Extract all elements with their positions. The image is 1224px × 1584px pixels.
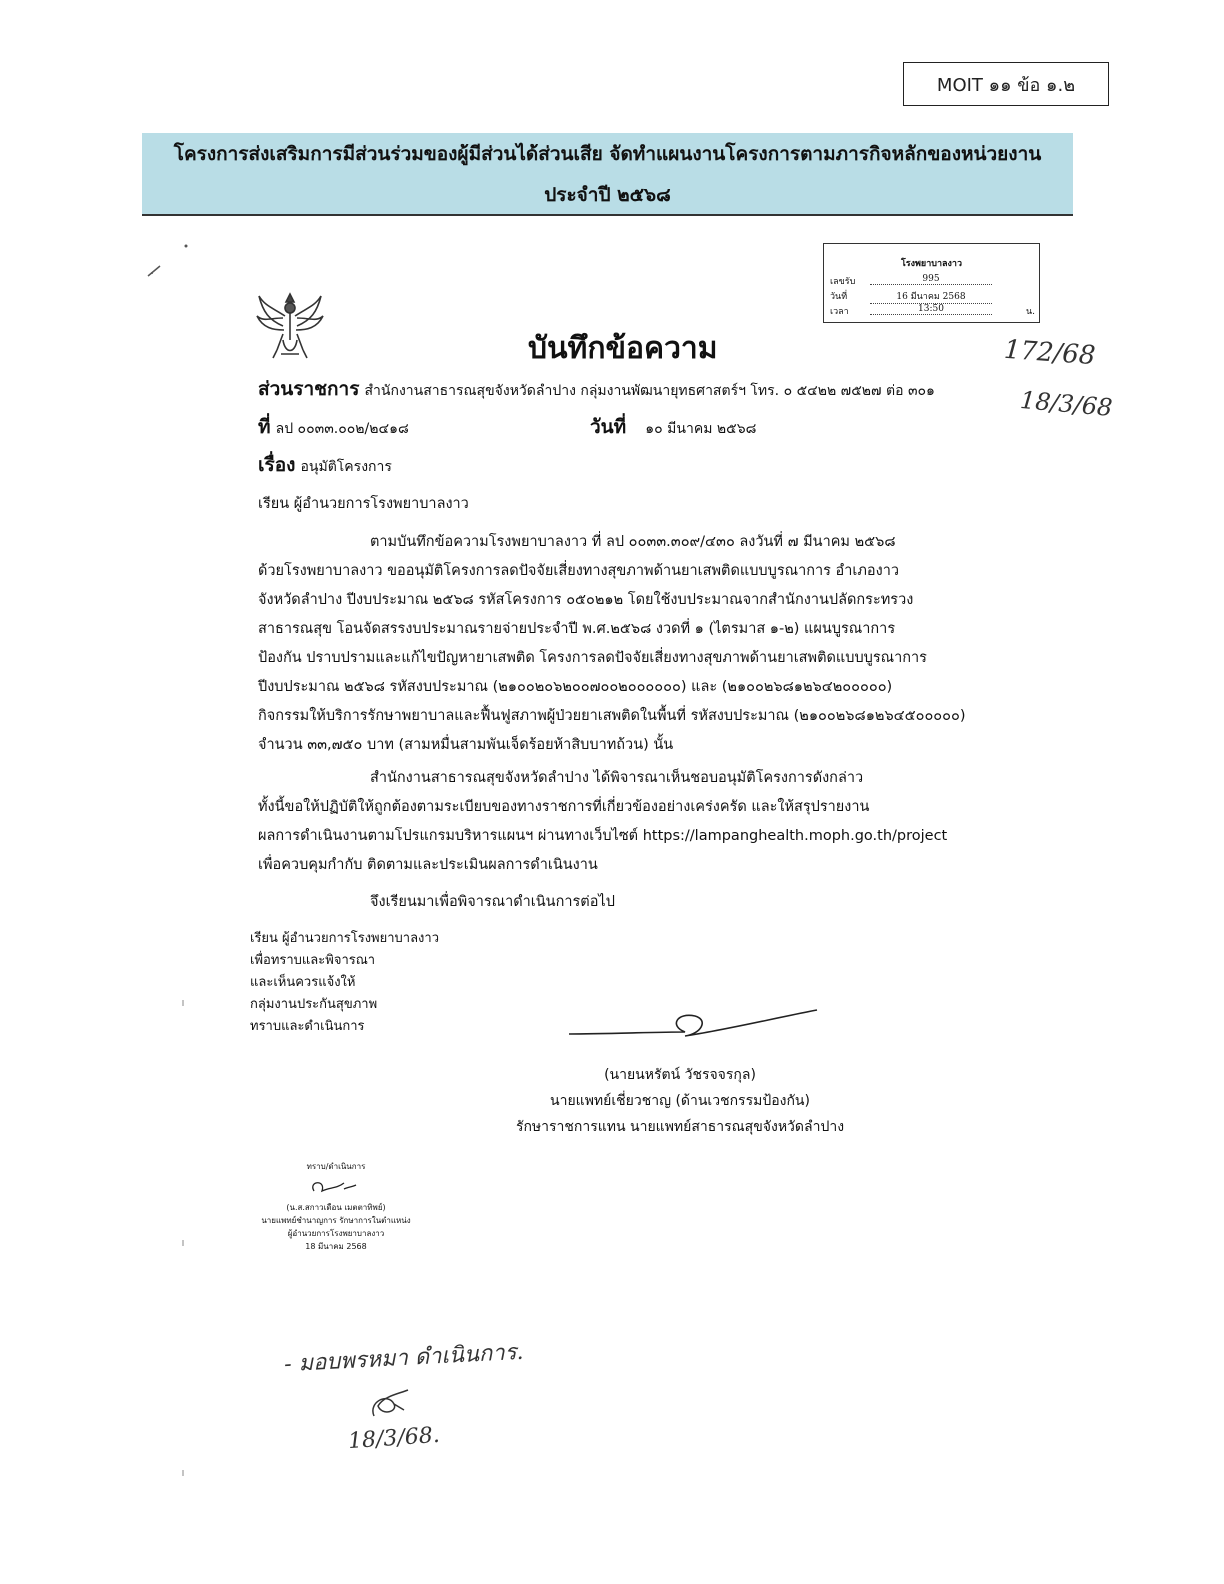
paragraph-line: ป้องกัน ปราบปรามและแก้ไขปัญหายาเสพติด โครงการลดปัจจัยเสี่ยงทางสุขภาพด้านยาเสพติดแบบบูรณาการ: [258, 650, 927, 666]
paragraph-line: สำนักงานสาธารณสุขจังหวัดลำปาง ได้พิจารณาเห็นชอบอนุมัติโครงการดังกล่าว: [370, 770, 864, 786]
agency-value: สำนักงานสาธารณสุขจังหวัดลำปาง กลุ่มงานพัฒนายุทธศาสตร์ฯ โทร. ๐ ๕๔๒๒ ๗๕๒๗ ต่อ ๓๐๑: [364, 383, 935, 399]
salutation: เรียน ผู้อำนวยการโรงพยาบาลงาว: [258, 496, 469, 512]
closing-sentence: จึงเรียนมาเพื่อพิจารณาดำเนินการต่อไป: [370, 894, 615, 910]
director-position: นายแพทย์ชำนาญการ รักษาการในตำแหน่ง: [261, 1216, 411, 1225]
handwritten-receipt-number: 172/68: [1003, 334, 1097, 372]
document-number-label: ที่: [258, 416, 271, 438]
director-date: 18 มีนาคม 2568: [305, 1242, 367, 1251]
routing-note-line: กลุ่มงานประกันสุขภาพ: [250, 997, 378, 1012]
paragraph-line: จำนวน ๓๓,๗๕๐ บาท (สามหมื่นสามพันเจ็ดร้อยห้าสิบบาทถ้วน) นั้น: [258, 737, 674, 753]
signatory-name: (นายนหรัตน์ วัชรจจรกุล): [604, 1067, 756, 1083]
routing-note: [250, 928, 439, 1038]
handwritten-receipt-date: 18/3/68: [1018, 386, 1114, 422]
subject-label: เรื่อง: [258, 454, 296, 476]
acknowledgement-header: ทราบ/ดำเนินการ: [306, 1162, 366, 1171]
banner-title-line1: โครงการส่งเสริมการมีส่วนร่วมของผู้มีส่วนได้ส่วนเสีย จัดทำแผนงานโครงการตามภารกิจหลักของหน่วยงาน: [173, 143, 1042, 165]
document-number-line: [258, 412, 409, 442]
agency-line: [258, 374, 935, 404]
date-value: ๑๐ มีนาคม ๒๕๖๘: [645, 421, 757, 437]
director-office: ผู้อำนวยการโรงพยาบาลงาว: [287, 1229, 385, 1238]
agency-label: ส่วนราชการ: [258, 378, 360, 400]
paragraph-line: ตามบันทึกข้อความโรงพยาบาลงาว ที่ ลป ๐๐๓๓.๓๐๙/๔๓๐ ลงวันที่ ๗ มีนาคม ๒๕๖๘: [370, 534, 896, 550]
scan-edge-marks: [180, 1000, 186, 1480]
body-paragraph-1: [258, 528, 966, 760]
director-acknowledgement: [236, 1160, 436, 1253]
paragraph-line: สาธารณสุข โอนจัดสรรงบประมาณรายจ่ายประจำปี พ.ศ.๒๕๖๘ งวดที่ ๑ (ไตรมาส ๑-๒) แผนบูรณาการ: [258, 621, 896, 637]
stamp-label: เลขรับ: [830, 277, 856, 287]
signatory-position: นายแพทย์เชี่ยวชาญ (ด้านเวชกรรมป้องกัน): [550, 1093, 810, 1109]
handwritten-note-date: 18/3/68.: [347, 1422, 441, 1455]
body-paragraph-2: [258, 764, 947, 880]
routing-note-line: เรียน ผู้อำนวยการโรงพยาบาลงาว: [250, 931, 440, 946]
date-line: [590, 412, 756, 442]
title-banner: [142, 133, 1073, 214]
stamp-row-date: [830, 289, 1035, 303]
paragraph-line: กิจกรรมให้บริการรักษาพยาบาลและฟื้นฟูสภาพผู้ป่วยยาเสพติดในพื้นที่ รหัสงบประมาณ (๒๑๐๐๒๖๘๑๒๖๔๕๐๐๐๐๐): [258, 708, 966, 724]
routing-note-line: เพื่อทราบและพิจารณา: [250, 953, 376, 968]
scan-marks: [140, 240, 200, 280]
routing-note-line: และเห็นควรแจ้งให้: [250, 975, 356, 990]
signature-mark: [565, 1004, 825, 1048]
stamp-unit: น.: [1026, 307, 1036, 317]
memo-title: บันทึกข้อความ: [528, 331, 718, 366]
stamp-value: 13:50: [870, 304, 992, 315]
stamp-title: โรงพยาบาลงาว: [900, 259, 963, 269]
stamp-label: เวลา: [830, 307, 849, 317]
paragraph-line: ทั้งนี้ขอให้ปฏิบัติให้ถูกต้องตามระเบียบของทางราชการที่เกี่ยวข้องอย่างเคร่งครัด และให้สรุปรายงาน: [258, 799, 870, 815]
banner-divider: [142, 214, 1073, 216]
stamp-value: 16 มีนาคม 2568: [870, 289, 992, 304]
director-name: (น.ส.สกาวเดือน เมตตาทิพย์): [286, 1203, 386, 1212]
paragraph-line: ด้วยโรงพยาบาลงาว ขออนุมัติโครงการลดปัจจัยเสี่ยงทางสุขภาพด้านยาเสพติดแบบบูรณาการ อำเภองาว: [258, 563, 899, 579]
stamp-row-number: [830, 274, 1035, 288]
paragraph-line: เพื่อควบคุมกำกับ ติดตามและประเมินผลการดำเนินงาน: [258, 857, 598, 873]
receipt-stamp: [823, 243, 1040, 323]
reference-code: MOIT ๑๑ ข้อ ๑.๒: [936, 74, 1076, 96]
paragraph-line: จังหวัดลำปาง ปีงบประมาณ ๒๕๖๘ รหัสโครงการ ๐๕๐๒๑๒ โดยใช้งบประมาณจากสำนักงานปลัดกระทรวง: [258, 592, 914, 608]
date-label: วันที่: [590, 416, 627, 438]
director-signature-mark: [296, 1175, 376, 1199]
signatory-block: [480, 1062, 880, 1140]
reference-code-box: [903, 62, 1109, 106]
handwritten-initials: [364, 1386, 414, 1422]
stamp-label: วันที่: [830, 292, 848, 302]
stamp-value: 995: [870, 274, 992, 285]
routing-note-line: ทราบและดำเนินการ: [250, 1019, 365, 1034]
stamp-row-time: [830, 304, 1035, 318]
signatory-acting: รักษาราชการแทน นายแพทย์สาธารณสุขจังหวัดลำปาง: [515, 1119, 845, 1135]
subject-value: อนุมัติโครงการ: [300, 459, 392, 475]
document-number-value: ลป ๐๐๓๓.๐๐๒/๒๔๑๘: [275, 421, 409, 437]
handwritten-note: - มอบพรหมา ดำเนินการ.: [283, 1339, 525, 1378]
subject-line: [258, 450, 392, 480]
banner-title-line2: ประจำปี ๒๕๖๘: [544, 184, 671, 206]
paragraph-line: ปีงบประมาณ ๒๕๖๘ รหัสงบประมาณ (๒๑๐๐๒๐๖๒๐๐๗๐๐๒๐๐๐๐๐๐) และ (๒๑๐๐๒๖๘๑๒๖๔๒๐๐๐๐๐): [258, 679, 893, 695]
paragraph-line: ผลการดำเนินงานตามโปรแกรมบริหารแผนฯ ผ่านทางเว็บไซต์ https://lampanghealth.moph.go.th/project: [258, 828, 948, 844]
garuda-emblem-icon: [255, 288, 325, 360]
